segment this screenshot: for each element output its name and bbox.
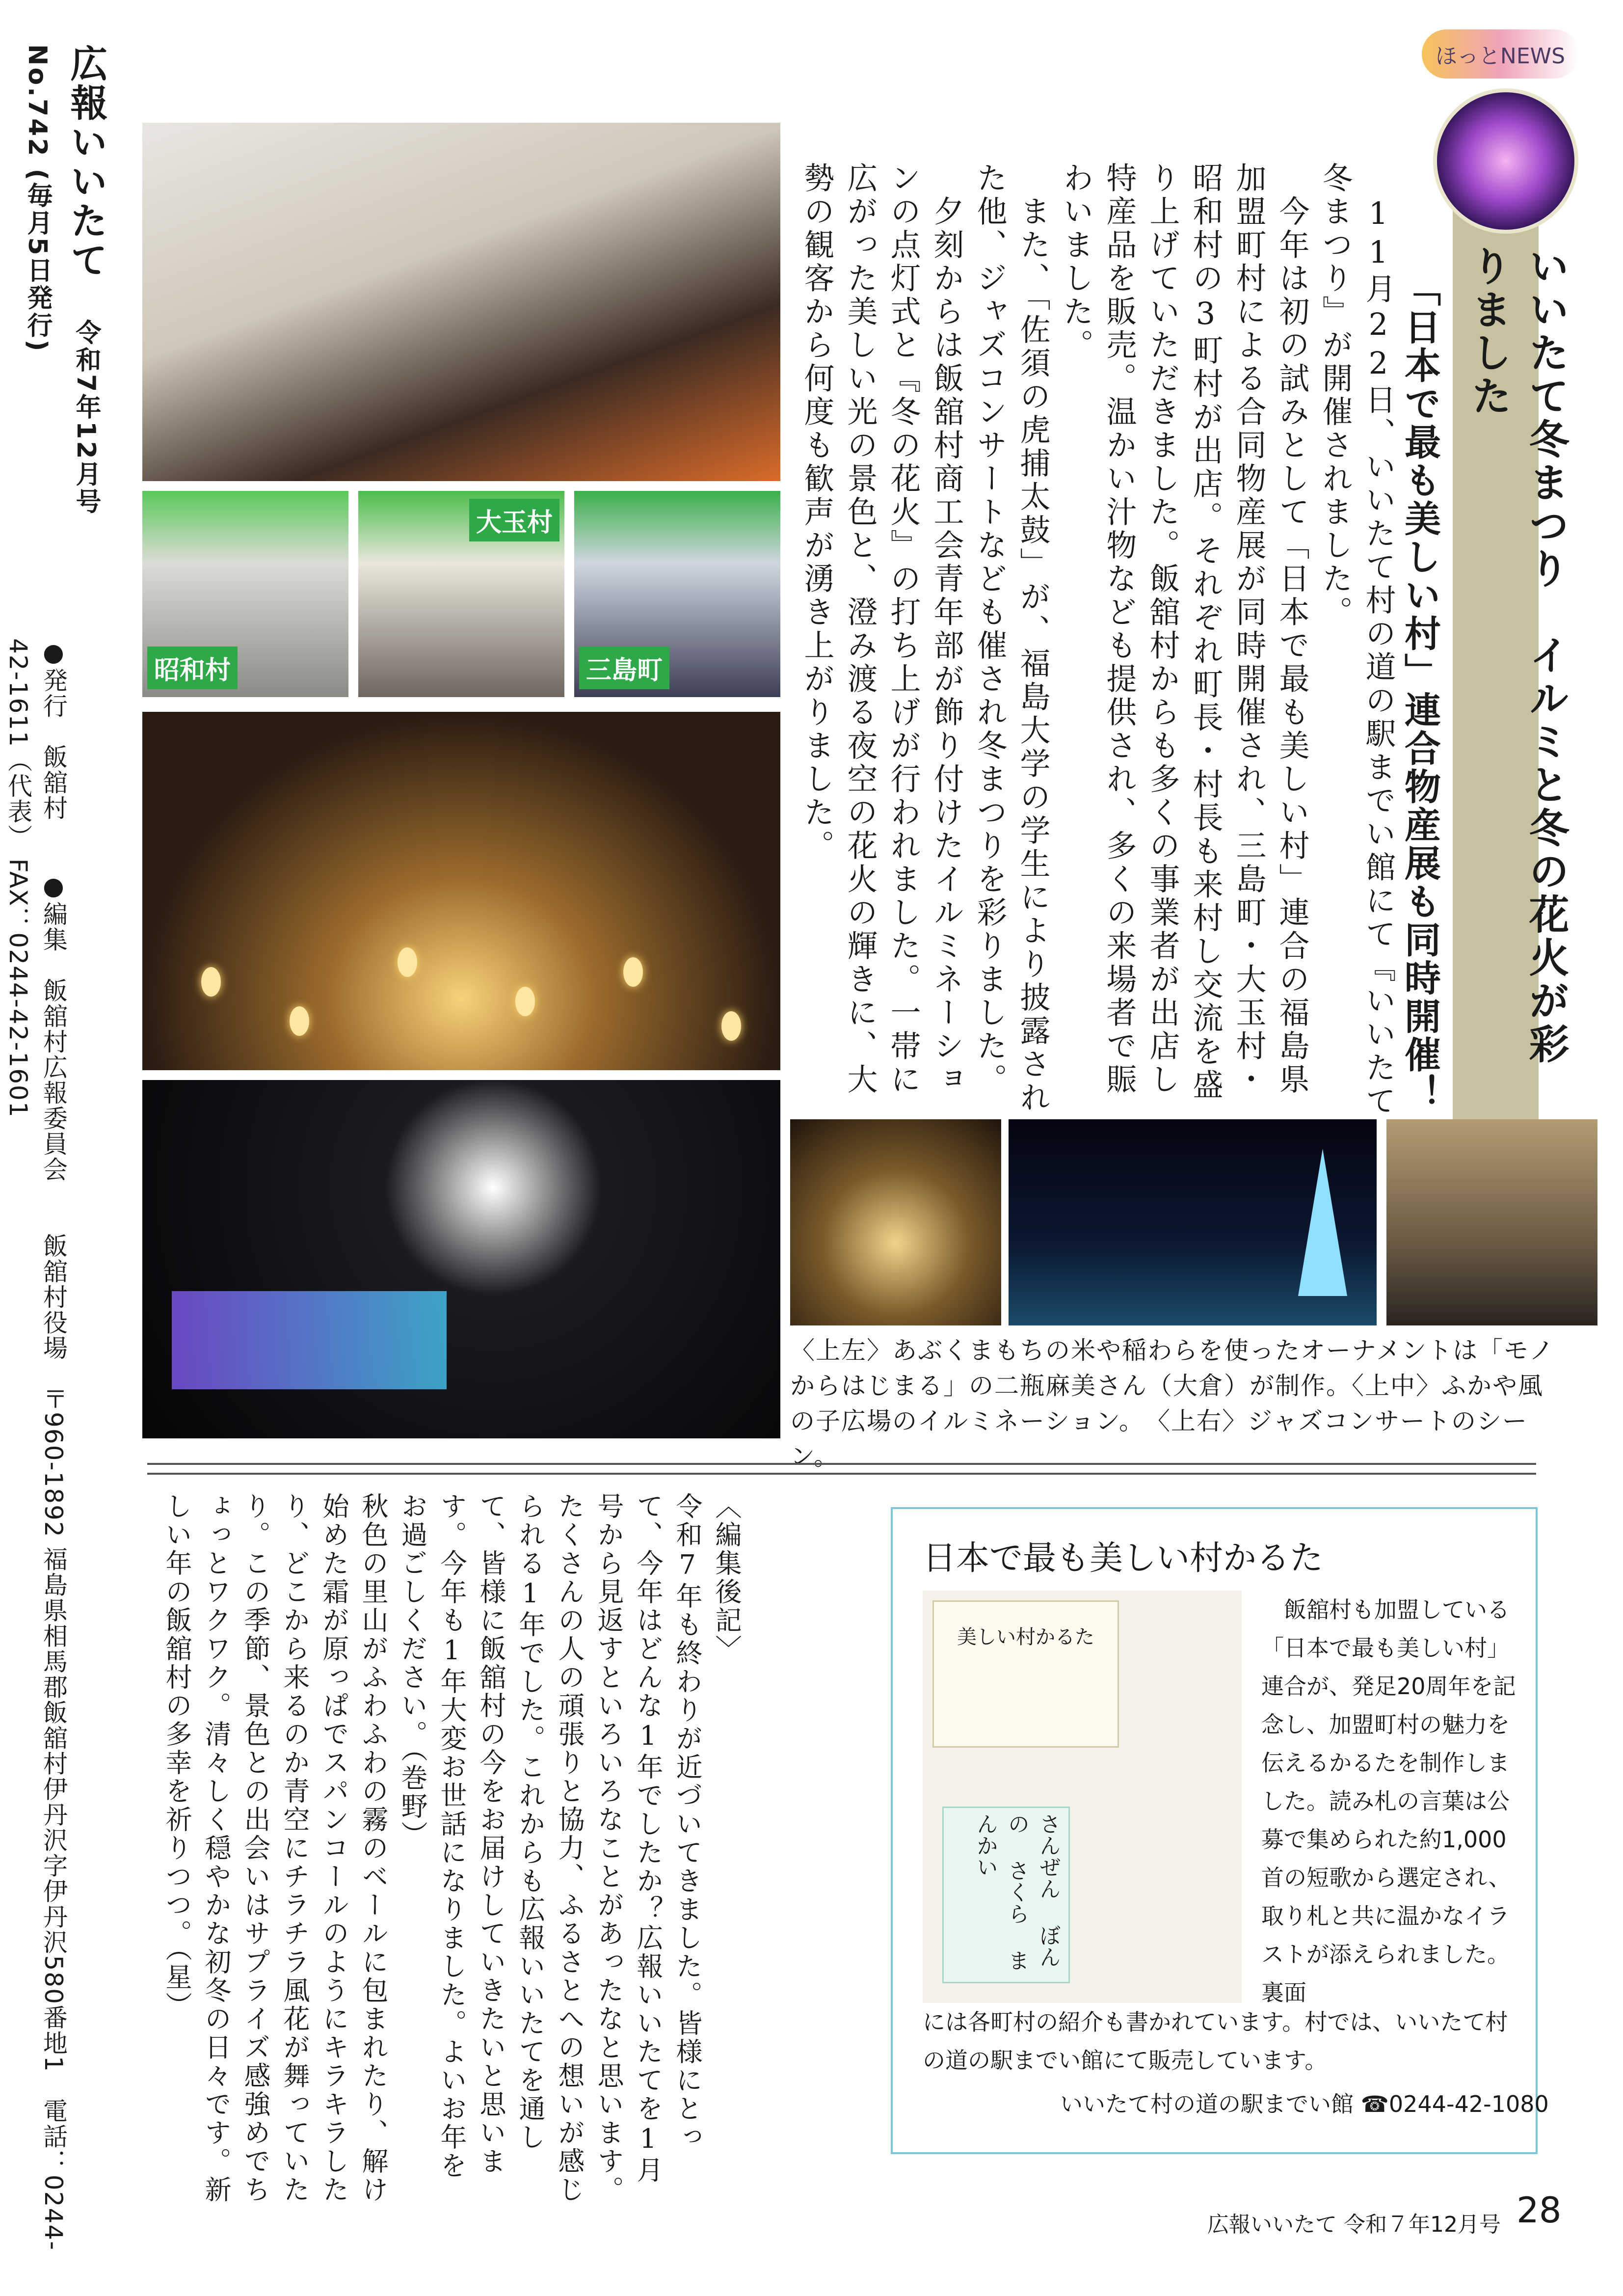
candle-glow bbox=[623, 957, 643, 987]
village-tag-mishima: 三島町 bbox=[579, 647, 669, 689]
photo-caption: 〈上左〉あぶくまもちの米や稲わらを使ったオーナメントは「モノからはじまる」の二瓶麻美さん（大倉）が制作。〈上中〉ふかや風の子広場のイルミネーション。 〈上右〉ジャズコンサートのシーン。 bbox=[790, 1336, 1555, 1471]
candle-glow bbox=[398, 947, 417, 977]
photo-jazz-concert bbox=[1386, 1119, 1597, 1325]
photo-mishima-booth bbox=[574, 491, 780, 697]
photo-candle-lighting bbox=[142, 712, 780, 1070]
issue-line: 令和7年12月号 No.742 (毎月5日発行) bbox=[23, 44, 101, 516]
article-body: 11月22日、いいたて村の道の駅までい館にて『いいたて冬まつり』が開催されました。 今年は初の試みとして「日本で最も美しい村」連合の福島県加盟町村による合同物産展が同時開催され、三島町・大玉村・昭和村の3町村が出店。それぞれ町長・村長も来村し交流を盛り上げていただきました。飯舘村からも多くの事業者が出店し特産品を販売。温かい汁物なども提供され、多くの来場者で賑わいました。 また、「佐須の虎捕太鼓」が、福島大学の学生により披露された他、ジャズコンサートなども催され冬まつりを彩りました。 夕刻からは飯舘村商工会青年部が飾り付けたイルミネーションの点灯式と『冬の花火』の打ち上げが行われました。一帯に広がった美しい光の景色と、澄み渡る夜空の花火の輝きに、大勢の観客から何度も歓声が湧き上がりました。 bbox=[799, 162, 1396, 1118]
headline: いいたて冬まつり イルミと冬の花火が彩りました bbox=[1465, 245, 1570, 1066]
illuminated-building bbox=[172, 1291, 447, 1389]
karuta-description-cont: には各町村の紹介も書かれています。村では、いいたて村の道の駅までい館にて販売しています。 bbox=[923, 2009, 1508, 2074]
footer-publication: 広報いいたて 令和７年12月号 bbox=[1207, 2212, 1501, 2237]
karuta-box-image: 美しい村かるた bbox=[932, 1600, 1119, 1748]
editor-notes: 〈編集後記〉 令和7年も終わりが近づいてきました。皆様にとって、今年はどんな1年でしたか？広報いいたてを1月号から見返すといろいろなことがあったなと思います。たくさんの人の頑張りと協力、ふるさとへの想いが感じられる1年でした。これからも広報いいたてを通して、皆様に飯舘村の今をお届けしていきたいと思います。今年も1年大変お世話になりました。よいお年をお過ごしください。（巻野） 秋色の里山がふわふわの霧のベールに包まれたり、解け始めた霜が原っぱでスパンコールのようにキラキラしたり、どこから来るのか青空にチラチラ風花が舞っていたり。この季節、景色との出会いはサプライズ感強めでちょっとワクワク。清々しく穏やかな初冬の日々です。新しい年の飯舘村の多幸を祈りつつ。（星） bbox=[161, 1492, 742, 2204]
light-tree bbox=[1298, 1149, 1347, 1296]
photo-straw-ornament bbox=[790, 1119, 1001, 1325]
section-divider bbox=[147, 1463, 1536, 1475]
karuta-card: さんぜん ぼんの さくら まんかい bbox=[942, 1807, 1070, 1983]
publisher-info: ●発行 飯舘村 ●編集 飯舘村広報委員会 飯舘村役場 〒960-1892 福島県相馬郡飯舘村伊丹沢字伊丹沢580番地1 電話：0244-42-1611（代表） FAX：0244-42-1601 bbox=[4, 638, 68, 2251]
photo-showa-booth bbox=[142, 491, 348, 697]
karuta-title: 日本で最も美しい村かるた bbox=[923, 1539, 1324, 1578]
photo-park-illumination bbox=[1009, 1119, 1377, 1325]
karuta-description: 飯舘村も加盟している「日本で最も美しい村」連合が、発足20周年を記念し、加盟町村の魅力を伝えるかるたを制作しました。読み札の言葉は公募で集められた約1,000首の短歌から選定され、取り札と共に温かなイラストが添えられました。裏面 bbox=[1261, 1596, 1516, 2006]
photo-winter-fireworks bbox=[142, 1080, 780, 1438]
village-tag-showa: 昭和村 bbox=[147, 647, 238, 689]
village-tag-otama: 大玉村 bbox=[469, 499, 559, 541]
karuta-contact: いいたて村の道の駅までい館 ☎0244-42-1080 bbox=[1060, 2091, 1549, 2117]
karuta-product-photo bbox=[923, 1591, 1242, 2003]
page-number: 28 bbox=[1517, 2189, 1562, 2231]
masthead-title: 広報いいたて bbox=[64, 44, 108, 280]
photo-otama-booth bbox=[358, 491, 564, 697]
subheadline: 「日本で最も美しい村」連合物産展も同時開催！ bbox=[1399, 270, 1441, 1112]
candle-glow bbox=[201, 967, 221, 997]
section-tag: ほっとNEWS bbox=[1422, 29, 1579, 79]
photo-taiko-drum bbox=[142, 123, 780, 481]
candle-glow bbox=[515, 987, 535, 1016]
candle-glow bbox=[290, 1006, 309, 1036]
masthead bbox=[15, 44, 113, 633]
candle-glow bbox=[721, 1011, 741, 1041]
fireworks-badge-icon bbox=[1433, 88, 1578, 234]
